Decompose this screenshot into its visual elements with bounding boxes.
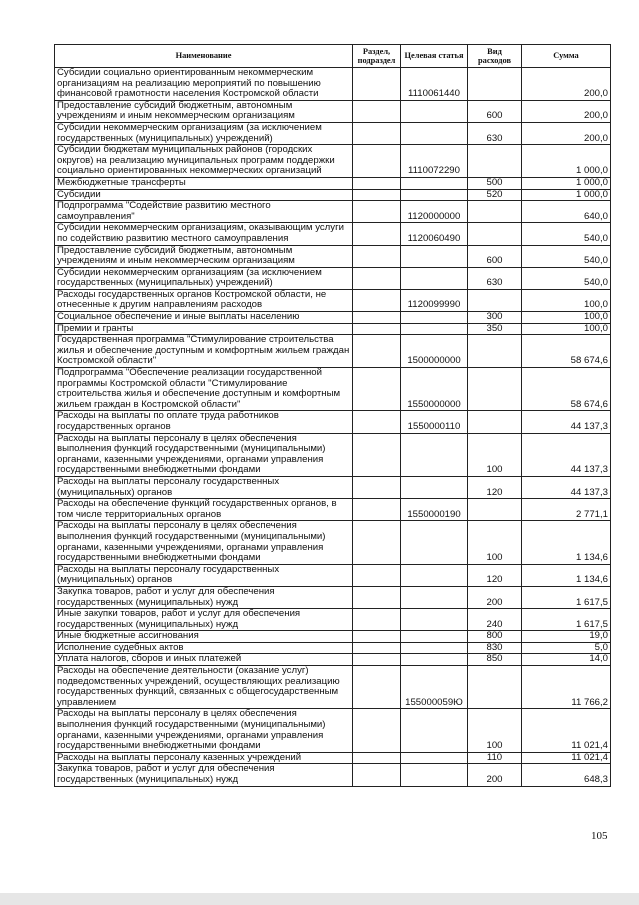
cell-section [353,189,401,201]
cell-target: 1550000110 [401,411,468,433]
cell-kind: 630 [468,267,522,289]
table-row [55,433,611,476]
cell-section [353,100,401,122]
cell-target [401,476,468,498]
table-row [55,654,611,666]
cell-sum: 2 771,1 [522,499,611,521]
cell-name: Социальное обеспечение и иные выплаты населению [55,312,353,324]
cell-name: Субсидии социально ориентированным некоммерческим организациям на реализацию мероприятий по повышению финансовой грамотности населения Костромской области [55,68,353,101]
cell-name: Субсидии бюджетам муниципальных районов (городских округов) на реализацию муниципальных программ поддержки социально ориентированных некоммерческих организаций [55,145,353,178]
cell-kind: 500 [468,177,522,189]
cell-target: 1120060490 [401,223,468,245]
cell-section [353,68,401,101]
cell-section [353,245,401,267]
cell-kind: 100 [468,709,522,752]
cell-target: 1500000000 [401,335,468,368]
cell-sum: 1 134,6 [522,564,611,586]
cell-section [353,411,401,433]
cell-name: Государственная программа "Стимулирование строительства жилья и обеспечение доступным и комфортным жильем граждан Костромской области" [55,335,353,368]
table-row [55,245,611,267]
cell-kind [468,411,522,433]
table-row [55,631,611,643]
cell-sum: 19,0 [522,631,611,643]
cell-kind [468,201,522,223]
table-row [55,323,611,335]
cell-name: Межбюджетные трансферты [55,177,353,189]
cell-kind: 830 [468,642,522,654]
cell-name: Расходы на выплаты персоналу казенных учреждений [55,752,353,764]
cell-kind: 240 [468,609,522,631]
cell-kind: 350 [468,323,522,335]
cell-target [401,564,468,586]
cell-kind: 110 [468,752,522,764]
cell-kind: 600 [468,100,522,122]
cell-target [401,609,468,631]
cell-target: 1120000000 [401,201,468,223]
cell-name: Субсидии [55,189,353,201]
cell-section [353,267,401,289]
cell-name: Расходы на выплаты персоналу в целях обеспечения выполнения функций государственными (муниципальными) органами, казенными учреждениями, органами управления государственными внебюджетными фондами [55,521,353,564]
table-body [55,68,611,787]
cell-name: Предоставление субсидий бюджетным, автономным учреждениям и иным некоммерческим организациям [55,100,353,122]
table-row [55,145,611,178]
cell-sum: 44 137,3 [522,476,611,498]
cell-kind [468,368,522,411]
cell-section [353,642,401,654]
cell-name: Закупка товаров, работ и услуг для обеспечения государственных (муниципальных) нужд [55,586,353,608]
cell-sum: 58 674,6 [522,335,611,368]
table-row [55,752,611,764]
cell-section [353,564,401,586]
cell-target [401,312,468,324]
cell-target: 1550000190 [401,499,468,521]
table-row [55,709,611,752]
budget-table [54,44,611,787]
header-target: Целевая статья [401,45,468,68]
cell-name: Подпрограмма "Обеспечение реализации государственной программы Костромской области "Стимулирование строительства жилья и обеспечение доступным и комфортным жильем граждан в Костромской области" [55,368,353,411]
cell-target [401,433,468,476]
cell-sum: 200,0 [522,68,611,101]
table-row [55,312,611,324]
table-row [55,666,611,709]
cell-kind: 850 [468,654,522,666]
cell-kind: 200 [468,764,522,786]
header-name: Наименование [55,45,353,68]
cell-name: Субсидии некоммерческим организациям (за исключением государственных (муниципальных) учреждений) [55,122,353,144]
cell-sum: 540,0 [522,267,611,289]
cell-name: Расходы на выплаты персоналу в целях обеспечения выполнения функций государственными (муниципальными) органами, казенными учреждениями, органами управления государственными внебюджетными фондами [55,709,353,752]
cell-name: Расходы на выплаты по оплате труда работников государственных органов [55,411,353,433]
cell-target [401,631,468,643]
cell-sum: 1 134,6 [522,521,611,564]
cell-sum: 1 617,5 [522,609,611,631]
cell-target: 1120099990 [401,289,468,311]
table-row [55,521,611,564]
cell-kind [468,289,522,311]
cell-section [353,335,401,368]
cell-name: Иные бюджетные ассигнования [55,631,353,643]
cell-section [353,223,401,245]
cell-target [401,177,468,189]
cell-sum: 200,0 [522,122,611,144]
cell-kind [468,223,522,245]
cell-target: 1550000000 [401,368,468,411]
cell-target: 155000059Ю [401,666,468,709]
cell-section [353,476,401,498]
table-row [55,68,611,101]
cell-section [353,666,401,709]
cell-name: Премии и гранты [55,323,353,335]
cell-sum: 58 674,6 [522,368,611,411]
cell-section [353,631,401,643]
table-row [55,177,611,189]
cell-kind: 600 [468,245,522,267]
table-header-row [55,45,611,68]
cell-sum: 1 000,0 [522,189,611,201]
cell-name: Исполнение судебных актов [55,642,353,654]
cell-kind: 200 [468,586,522,608]
cell-section [353,764,401,786]
cell-name: Предоставление субсидий бюджетным, автономным учреждениям и иным некоммерческим организациям [55,245,353,267]
table-row [55,609,611,631]
cell-sum: 640,0 [522,201,611,223]
cell-name: Подпрограмма "Содействие развитию местного самоуправления" [55,201,353,223]
cell-section [353,145,401,178]
cell-kind: 100 [468,521,522,564]
cell-sum: 11 021,4 [522,752,611,764]
cell-target [401,521,468,564]
cell-sum: 100,0 [522,312,611,324]
cell-sum: 5,0 [522,642,611,654]
cell-section [353,752,401,764]
cell-target [401,100,468,122]
cell-target: 1110072290 [401,145,468,178]
cell-kind [468,145,522,178]
cell-name: Субсидии некоммерческим организациям, оказывающим услуги по содействию развитию местного самоуправления [55,223,353,245]
scan-bottom-band [0,893,639,905]
cell-sum: 44 137,3 [522,411,611,433]
cell-kind: 100 [468,433,522,476]
cell-section [353,177,401,189]
table-row [55,223,611,245]
cell-sum: 100,0 [522,323,611,335]
header-kind: Вид расходов [468,45,522,68]
cell-name: Расходы государственных органов Костромской области, не отнесенные к другим направлениям расходов [55,289,353,311]
table-row [55,122,611,144]
cell-sum: 1 617,5 [522,586,611,608]
cell-sum: 540,0 [522,245,611,267]
cell-section [353,201,401,223]
table-row [55,411,611,433]
cell-kind: 120 [468,564,522,586]
cell-section [353,586,401,608]
cell-target [401,122,468,144]
page-number: 105 [591,830,608,842]
cell-target: 1110061440 [401,68,468,101]
cell-kind [468,499,522,521]
table-row [55,189,611,201]
table-row [55,476,611,498]
cell-name: Иные закупки товаров, работ и услуг для обеспечения государственных (муниципальных) нужд [55,609,353,631]
cell-kind: 300 [468,312,522,324]
cell-sum: 14,0 [522,654,611,666]
cell-kind [468,335,522,368]
cell-sum: 200,0 [522,100,611,122]
table-row [55,499,611,521]
cell-kind: 800 [468,631,522,643]
cell-section [353,709,401,752]
cell-section [353,433,401,476]
cell-name: Расходы на выплаты персоналу государственных (муниципальных) органов [55,564,353,586]
table-row [55,564,611,586]
cell-sum: 648,3 [522,764,611,786]
table-row [55,764,611,786]
cell-kind [468,666,522,709]
table-row [55,368,611,411]
cell-name: Уплата налогов, сборов и иных платежей [55,654,353,666]
cell-section [353,609,401,631]
table-row [55,100,611,122]
cell-section [353,323,401,335]
table-row [55,201,611,223]
cell-name: Расходы на обеспечение функций государственных органов, в том числе территориальных органов [55,499,353,521]
cell-target [401,654,468,666]
cell-section [353,499,401,521]
table-row [55,642,611,654]
cell-sum: 100,0 [522,289,611,311]
cell-name: Закупка товаров, работ и услуг для обеспечения государственных (муниципальных) нужд [55,764,353,786]
table-row [55,267,611,289]
cell-section [353,521,401,564]
cell-name: Расходы на выплаты персоналу в целях обеспечения выполнения функций государственными (муниципальными) органами, казенными учреждениями, органами управления государственными внебюджетными фондами [55,433,353,476]
cell-kind [468,68,522,101]
cell-sum: 540,0 [522,223,611,245]
cell-target [401,586,468,608]
cell-target [401,752,468,764]
cell-section [353,654,401,666]
cell-target [401,323,468,335]
cell-target [401,189,468,201]
cell-kind: 120 [468,476,522,498]
header-section: Раздел, подраздел [353,45,401,68]
cell-target [401,642,468,654]
cell-name: Расходы на выплаты персоналу государственных (муниципальных) органов [55,476,353,498]
cell-section [353,122,401,144]
cell-section [353,289,401,311]
cell-section [353,312,401,324]
cell-name: Расходы на обеспечение деятельности (оказание услуг) подведомственных учреждений, осуществляющих реализацию государственных функций, связанных с общегосударственным управлением [55,666,353,709]
cell-target [401,764,468,786]
header-sum: Сумма [522,45,611,68]
cell-target [401,245,468,267]
cell-kind: 520 [468,189,522,201]
cell-name: Субсидии некоммерческим организациям (за исключением государственных (муниципальных) учреждений) [55,267,353,289]
cell-target [401,709,468,752]
table-row [55,586,611,608]
cell-section [353,368,401,411]
cell-sum: 11 021,4 [522,709,611,752]
cell-sum: 11 766,2 [522,666,611,709]
cell-sum: 1 000,0 [522,145,611,178]
cell-sum: 1 000,0 [522,177,611,189]
cell-sum: 44 137,3 [522,433,611,476]
table-row [55,335,611,368]
cell-kind: 630 [468,122,522,144]
table-row [55,289,611,311]
cell-target [401,267,468,289]
